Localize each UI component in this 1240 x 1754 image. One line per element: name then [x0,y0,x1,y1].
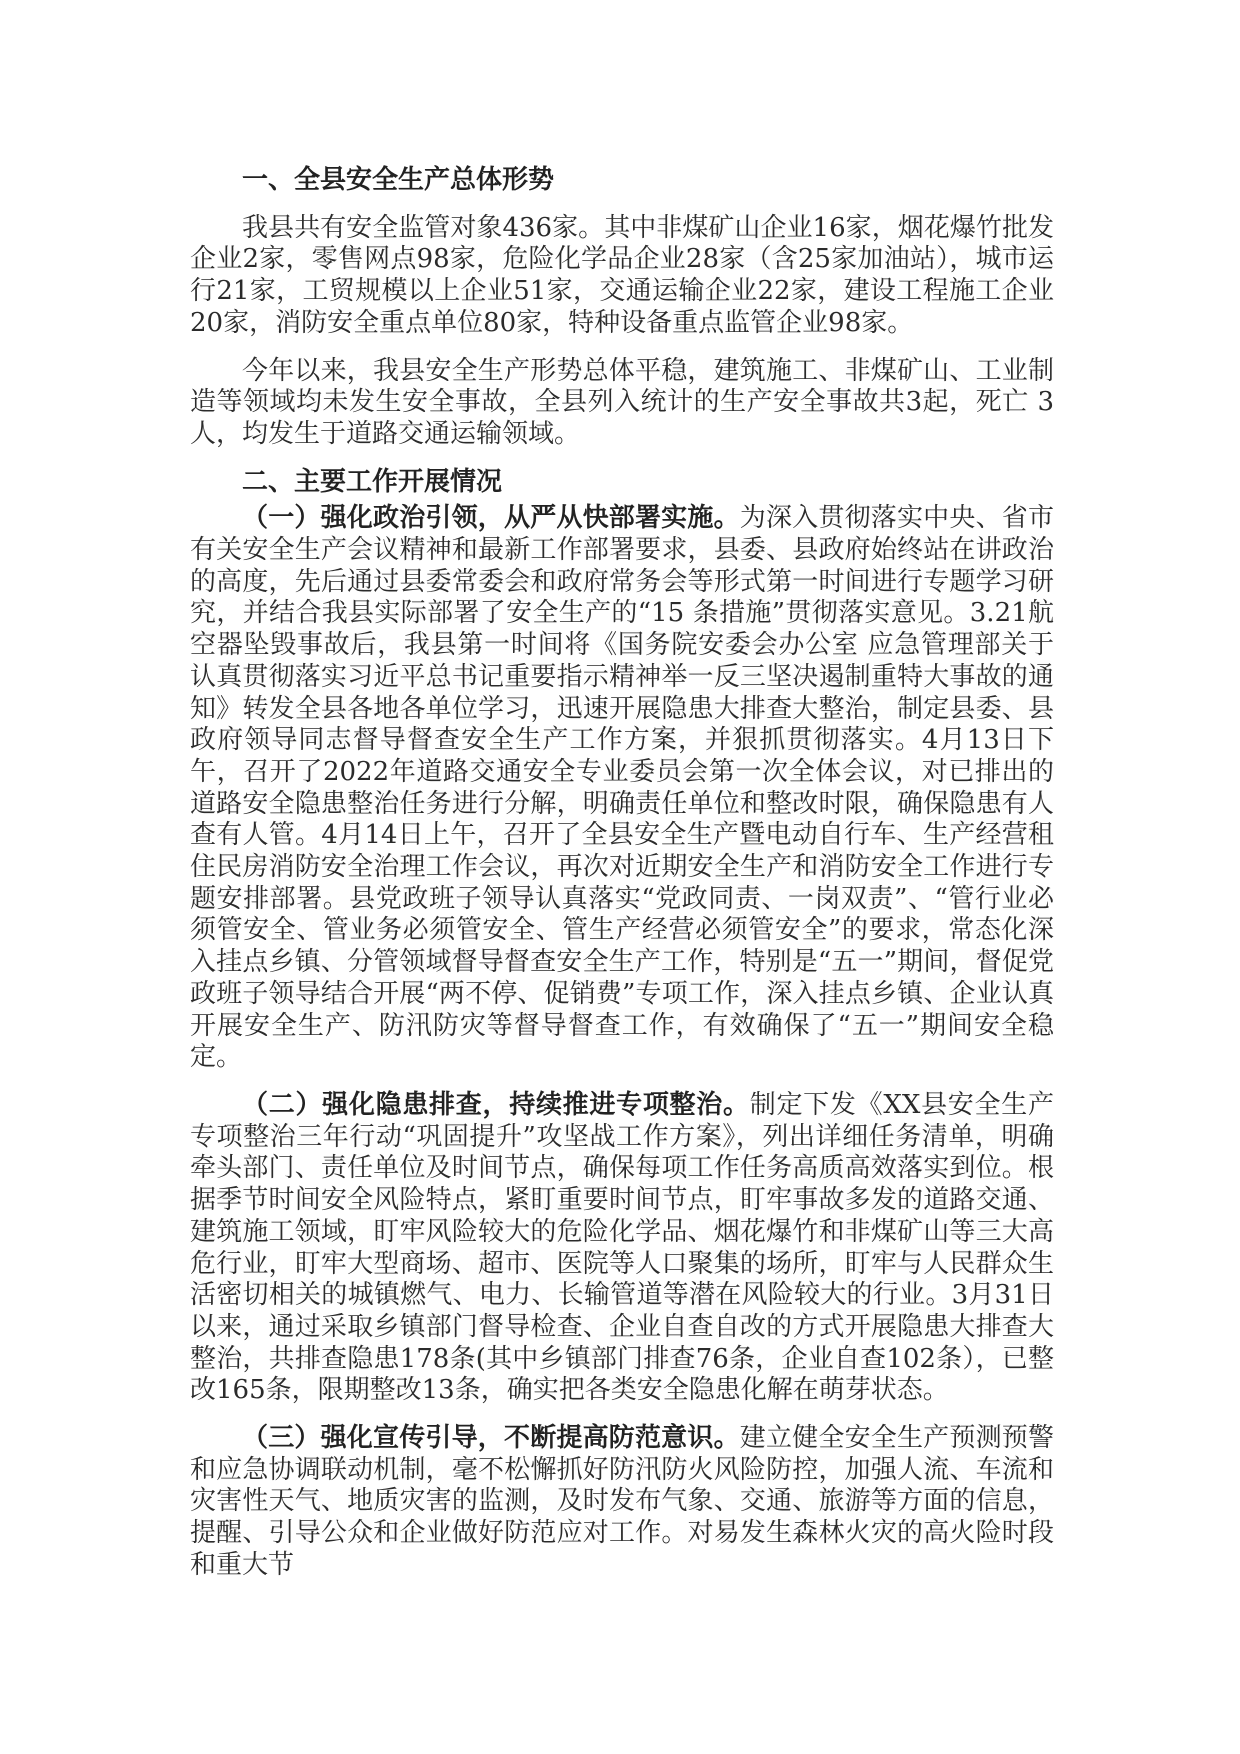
paragraph-body: 制定下发《XX县安全生产专项整治三年行动“巩固提升”攻坚战工作方案》，列出详细任务清单，明确牵头部门、责任单位及时间节点，确保每项工作任务高质高效落实到位。根据季节时间安全风险特点，紧盯重要时间节点，盯牢事故多发的道路交通、建筑施工领域，盯牢风险较大的危险化学品、烟花爆竹和非煤矿山等三大高危行业，盯牢大型商场、超市、医院等人口聚集的场所，盯牢与人民群众生活密切相关的城镇燃气、电力、长输管道等潜在风险较大的行业。3月31日以来，通过采取乡镇部门督导检查、企业自查自改的方式开展隐患大排查大整治，共排查隐患178条(其中乡镇部门排查76条，企业自查102条），已整改165条，限期整改13条，确实把各类安全隐患化解在萌芽状态。 [190,1089,1054,1406]
paragraph-body: 建立健全安全生产预测预警和应急协调联动机制，毫不松懈抓好防汛防火风险防控，加强人流、车流和灾害性天气、地质灾害的监测，及时发布气象、交通、旅游等方面的信息，提醒、引导公众和企业做好防范应对工作。对易发生森林火灾的高火险时段和重大节 [190,1423,1054,1580]
section-overall-situation [190,165,1054,451]
paragraph-body: 为深入贯彻落实中央、省市有关安全生产会议精神和最新工作部署要求，县委、县政府始终站在讲政治的高度，先后通过县委常委会和政府常务会等形式第一时间进行专题学习研究，并结合我县实际部署了安全生产的“15 条措施”贯彻落实意见。3.21航空器坠毁事故后，我县第一时间将《国务院安委会办公室 应急管理部关于认真贯彻落实习近平总书记重要指示精神举一反三坚决遏制重特大事故的通知》转发全县各地各单位学习，迅速开展隐患大排查大整治，制定县委、县政府领导同志督导督查安全生产工作方案，并狠抓贯彻落实。4月13日下午，召开了2022年道路交通安全专业委员会第一次全体会议，对已排出的道路安全隐患整治任务进行分解，明确责任单位和整改时限，确保隐患有人查有人管。4月14日上午，召开了全县安全生产暨电动自行车、生产经营租住民房消防安全治理工作会议，再次对近期安全生产和消防安全工作进行专题安排部署。县党政班子领导认真落实“党政同责、一岗双责”、“管行业必须管安全、管业务必须管安全、管生产经营必须管安全”的要求，常态化深入挂点乡镇、分管领域督导督查安全生产工作，特别是“五一”期间，督促党政班子领导结合开展“两不停、促销费”专项工作，深入挂点乡镇、企业认真开展安全生产、防汛防灾等督导督查工作，有效确保了“五一”期间安全稳定。 [190,503,1054,1073]
document-page [190,165,1054,1598]
paragraph-lead: （三）强化宣传引导，不断提高防范意识。 [242,1423,740,1454]
paragraph-item-3 [190,1423,1054,1582]
section-heading: 二、主要工作开展情况 [242,466,503,497]
paragraph-lead: （二）强化隐患排查，持续推进专项整治。 [242,1089,750,1120]
paragraph: 我县共有安全监管对象436家。其中非煤矿山企业16家，烟花爆竹批发企业2家，零售网点98家，危险化学品企业28家（含25家加油站），城市运行21家，工贸规模以上企业51家，交通运输企业22家，建设工程施工企业20家，消防安全重点单位80家，特种设备重点监管企业98家。 [190,212,1054,338]
section-main-work [190,467,1054,1582]
paragraph: 今年以来，我县安全生产形势总体平稳，建筑施工、非煤矿山、工业制造等领域均未发生安全事故，全县列入统计的生产安全事故共3起，死亡 3人，均发生于道路交通运输领域。 [190,355,1054,449]
paragraph-item-1 [190,503,1054,1074]
paragraph-lead: （一）强化政治引领，从严从快部署实施。 [242,503,740,534]
section-heading: 一、全县安全生产总体形势 [242,165,555,195]
paragraph-item-2 [190,1090,1054,1407]
